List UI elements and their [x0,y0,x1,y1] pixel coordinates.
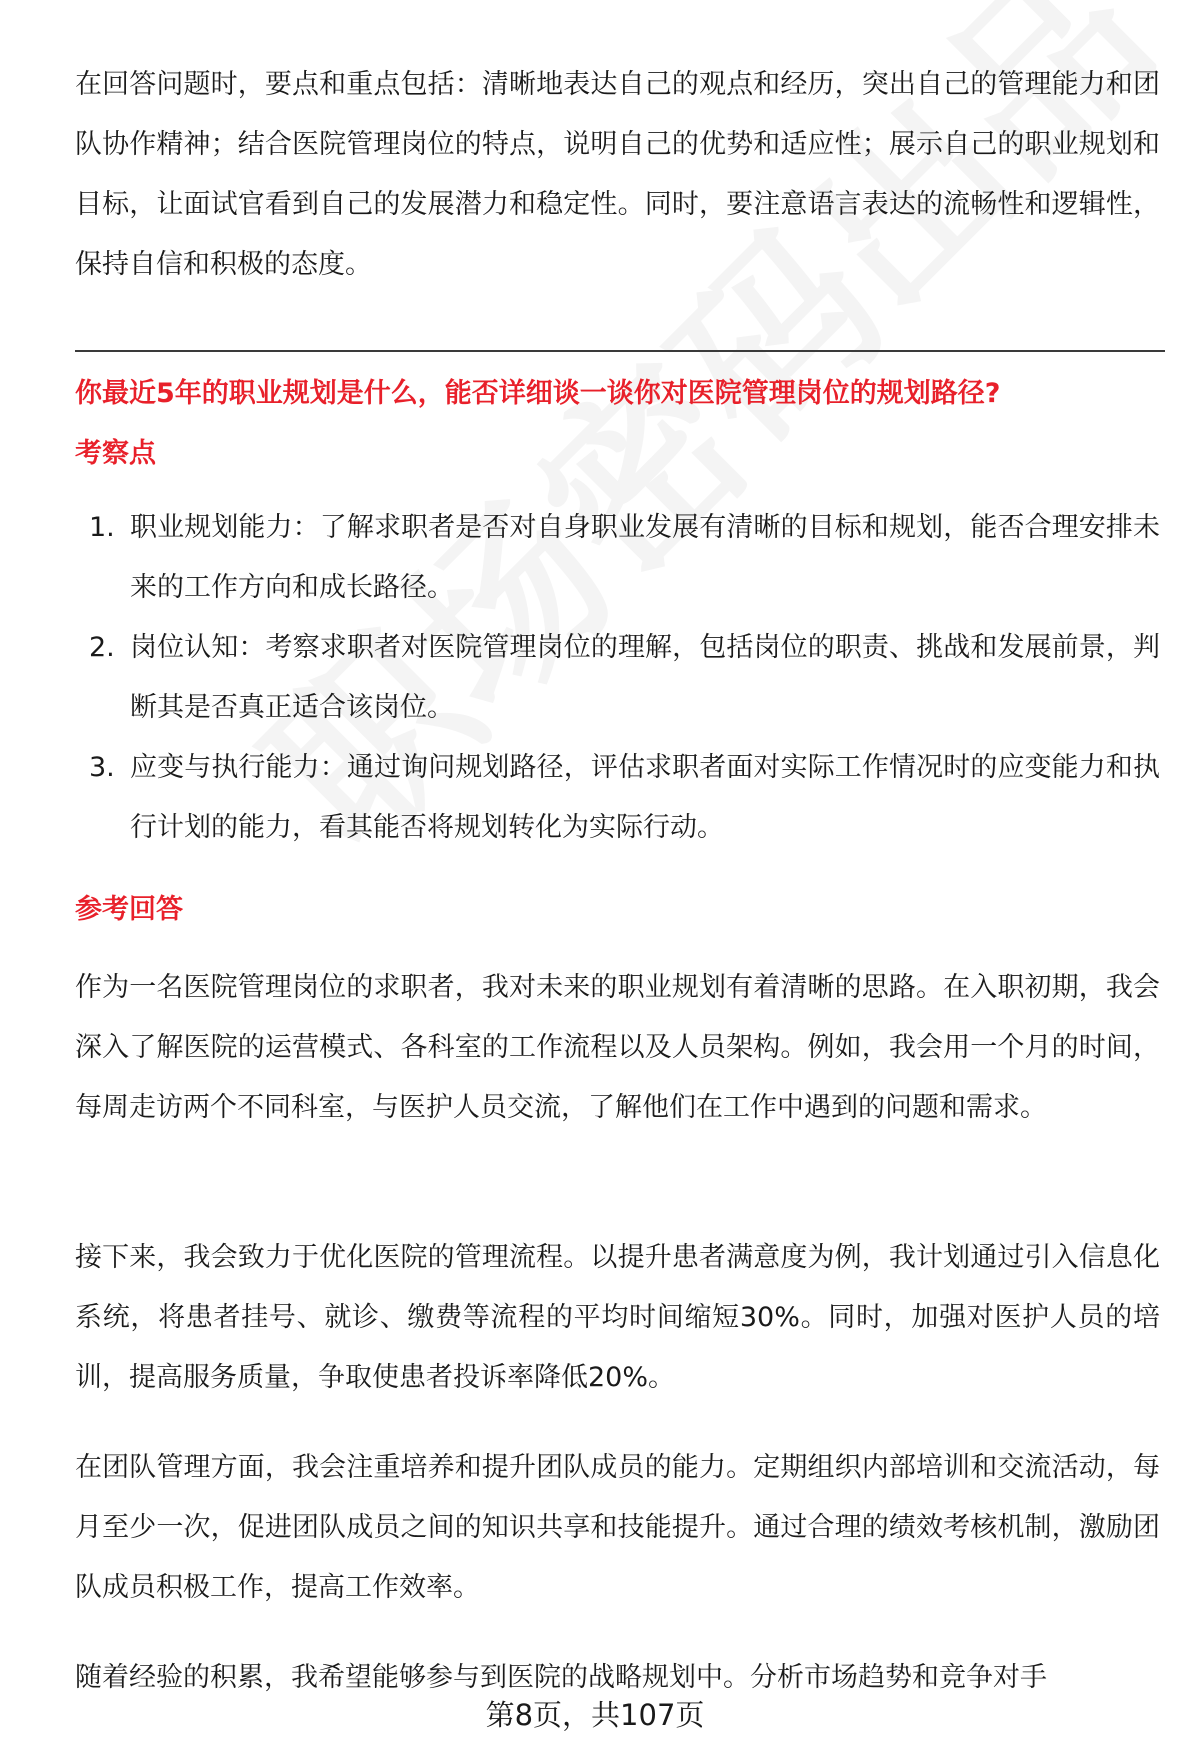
list-item-text: 岗位认知：考察求职者对医院管理岗位的理解，包括岗位的职责、挑战和发展前景，判断其是否真正适合该岗位。 [130,632,1160,723]
list-item-number: 1. [89,512,115,543]
answer-paragraph: 随着经验的积累，我希望能够参与到医院的战略规划中。分析市场趋势和竞争对手 [75,1662,1047,1693]
list-item-text: 应变与执行能力：通过询问规划路径，评估求职者面对实际工作情况时的应变能力和执行计划的能力，看其能否将规划转化为实际行动。 [130,752,1160,843]
answer-paragraph: 在团队管理方面，我会注重培养和提升团队成员的能力。定期组织内部培训和交流活动，每月至少一次，促进团队成员之间的知识共享和技能提升。通过合理的绩效考核机制，激励团队成员积极工作，提高工作效率。 [75,1452,1160,1603]
list-item [75,618,1160,738]
question-heading: 你最近5年的职业规划是什么，能否详细谈一谈你对医院管理岗位的规划路径? [75,378,1001,409]
list-item-text: 职业规划能力：了解求职者是否对自身职业发展有清晰的目标和规划，能否合理安排未来的工作方向和成长路径。 [130,512,1160,603]
answer-paragraph: 作为一名医院管理岗位的求职者，我对未来的职业规划有着清晰的思路。在入职初期，我会深入了解医院的运营模式、各科室的工作流程以及人员架构。例如，我会用一个月的时间，每周走访两个不同科室，与医护人员交流，了解他们在工作中遇到的问题和需求。 [75,972,1160,1123]
examine-points-heading: 考察点 [75,438,156,469]
list-item-number: 3. [89,752,115,783]
reference-answer-heading: 参考回答 [75,894,183,925]
examine-points-list [75,498,1160,858]
section-divider [75,350,1165,352]
list-item [75,738,1160,858]
list-item-number: 2. [89,632,115,663]
list-item [75,498,1160,618]
page-number-footer: 第8页，共107页 [485,1698,705,1732]
answer-paragraph: 接下来，我会致力于优化医院的管理流程。以提升患者满意度为例，我计划通过引入信息化系统，将患者挂号、就诊、缴费等流程的平均时间缩短30%。同时，加强对医护人员的培训，提高服务质量，争取使患者投诉率降低20%。 [75,1242,1160,1393]
intro-paragraph: 在回答问题时，要点和重点包括：清晰地表达自己的观点和经历，突出自己的管理能力和团队协作精神；结合医院管理岗位的特点，说明自己的优势和适应性；展示自己的职业规划和目标，让面试官看到自己的发展潜力和稳定性。同时，要注意语言表达的流畅性和逻辑性，保持自信和积极的态度。 [75,69,1160,280]
